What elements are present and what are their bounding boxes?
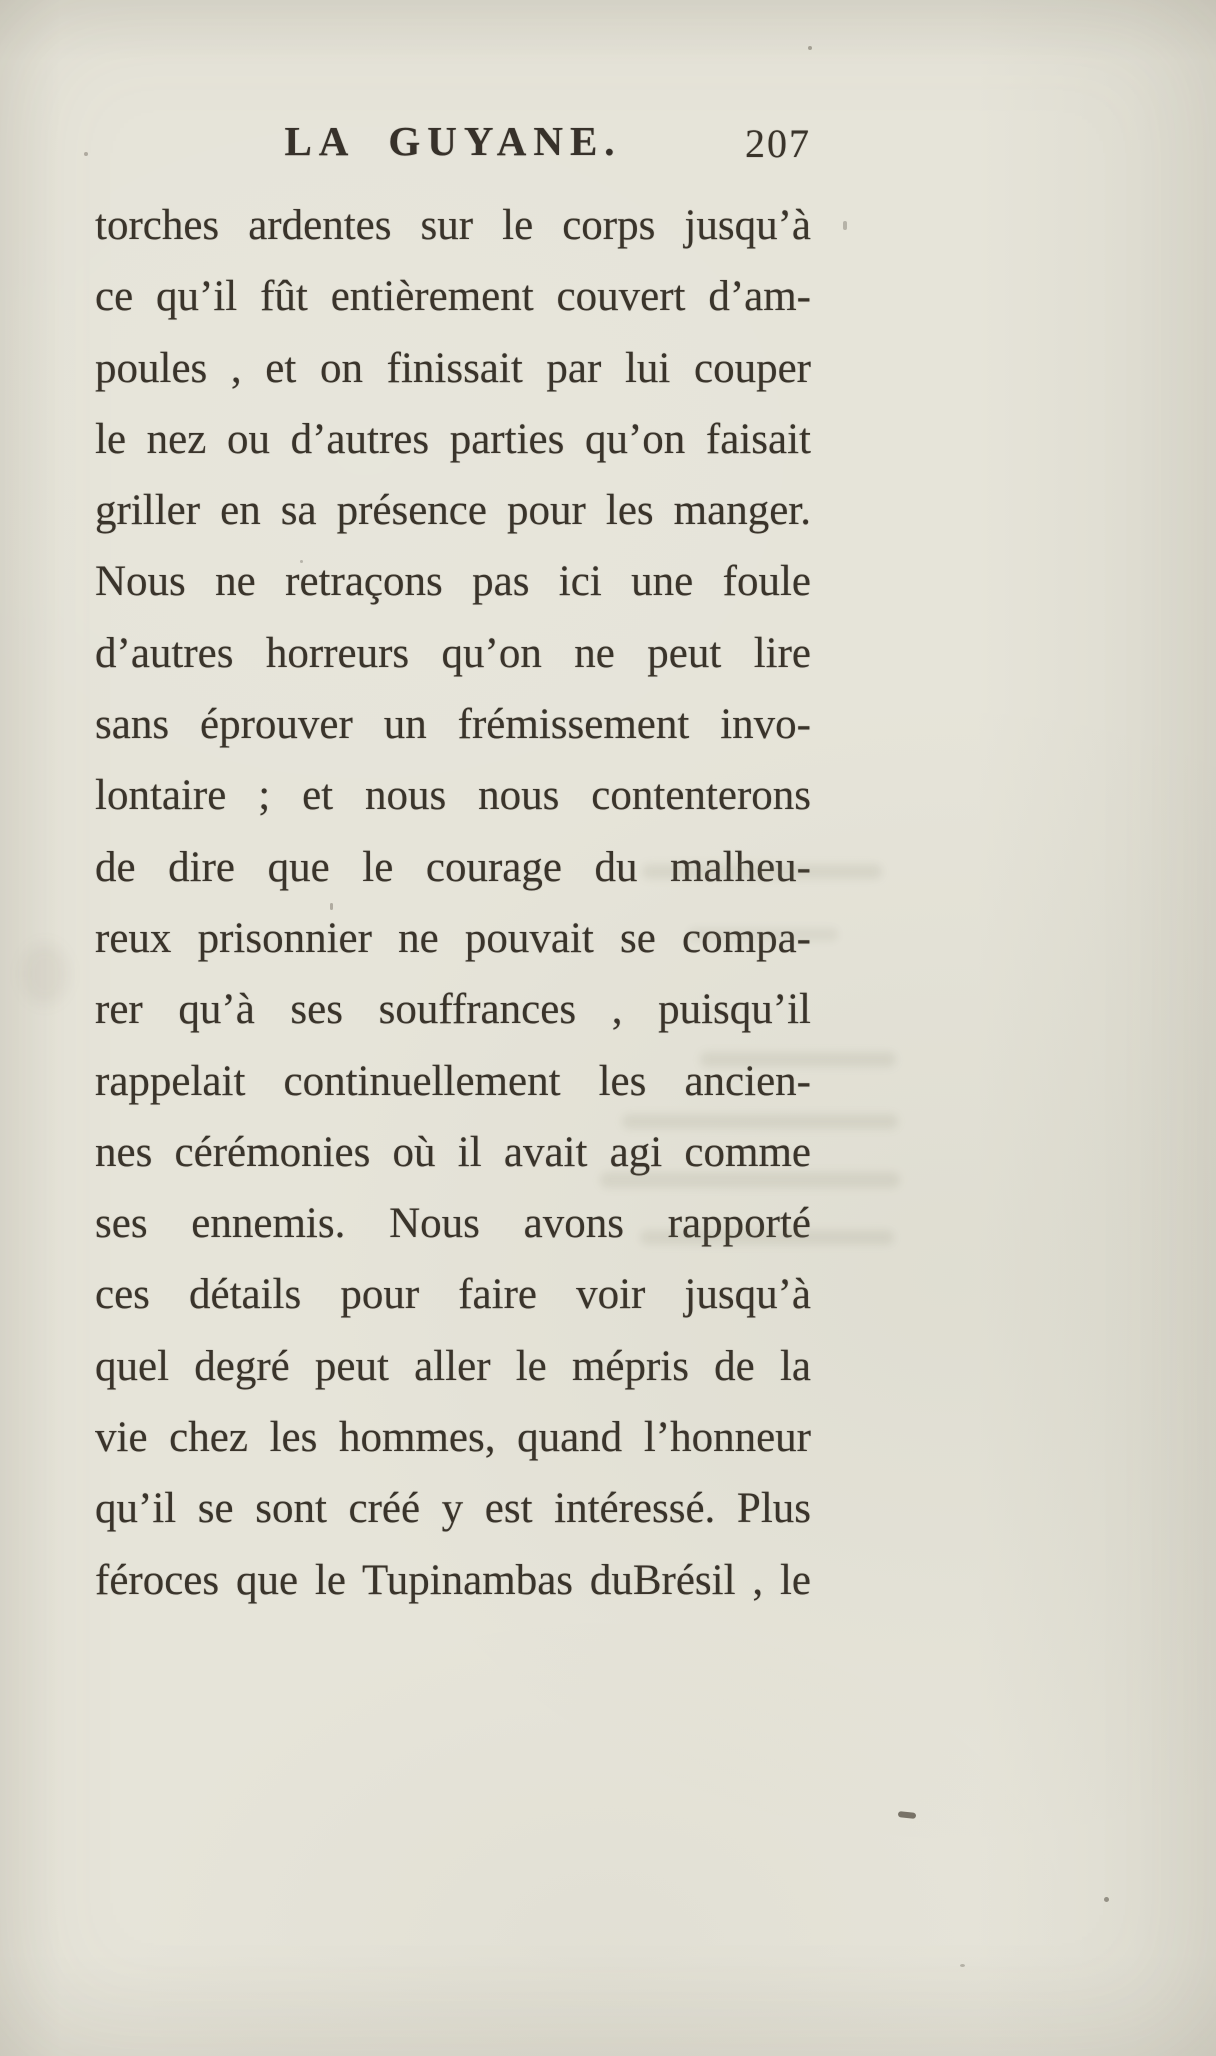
showthrough-mark: [642, 864, 882, 879]
ink-speck: [960, 1964, 965, 1967]
text-line: vie chez les hommes, quand l’honneur: [95, 1414, 811, 1462]
page-number: 207: [745, 121, 811, 166]
text-line: quel degré peut aller le mépris de la: [95, 1342, 811, 1390]
text-line: féroces que le Tupinambas duBrésil , le: [95, 1556, 811, 1604]
showthrough-mark: [700, 1052, 896, 1067]
text-line: qu’il se sont créé y est intéressé. Plus: [95, 1485, 811, 1533]
paper-smudge: [22, 944, 68, 1004]
text-line: reux prisonnier ne pouvait se compa-: [95, 914, 811, 962]
ink-speck: [330, 903, 333, 910]
text-line: rer qu’à ses souffrances , puisqu’il: [95, 986, 811, 1034]
ink-speck: [610, 1491, 614, 1495]
showthrough-mark: [688, 928, 838, 941]
running-header-title: LA GUYANE.: [284, 118, 622, 164]
text-line: le nez ou d’autres parties qu’on faisait: [95, 415, 811, 463]
body-text: [95, 190, 811, 1616]
text-line: ces détails pour faire voir jusqu’à: [95, 1271, 811, 1319]
text-line: sans éprouver un frémissement invo-: [95, 701, 811, 749]
text-line: poules , et on finissait par lui couper: [95, 344, 811, 392]
showthrough-mark: [640, 1230, 894, 1245]
showthrough-mark: [622, 1114, 898, 1129]
showthrough-mark: [600, 1172, 900, 1188]
ink-speck: [84, 152, 88, 156]
ink-speck: [843, 221, 847, 230]
text-line: de dire que le courage du malheu-: [95, 843, 811, 891]
text-line: lontaire ; et nous nous contenterons: [95, 772, 811, 820]
text-line: d’autres horreurs qu’on ne peut lire: [95, 629, 811, 677]
ink-speck: [1104, 1897, 1109, 1902]
ink-speck: [808, 46, 812, 50]
text-line: nes cérémonies où il avait agi comme: [95, 1128, 811, 1176]
text-line: ses ennemis. Nous avons rapporté: [95, 1200, 811, 1248]
text-line: rappelait continuellement les ancien-: [95, 1057, 811, 1105]
text-line: griller en sa présence pour les manger.: [95, 487, 811, 535]
text-line: Nous ne retraçons pas ici une foule: [95, 558, 811, 606]
ink-speck: [898, 1811, 917, 1819]
text-line: torches ardentes sur le corps jusqu’à: [95, 202, 811, 249]
text-line: ce qu’il fût entièrement couvert d’am-: [95, 273, 811, 321]
ink-speck: [300, 560, 303, 563]
